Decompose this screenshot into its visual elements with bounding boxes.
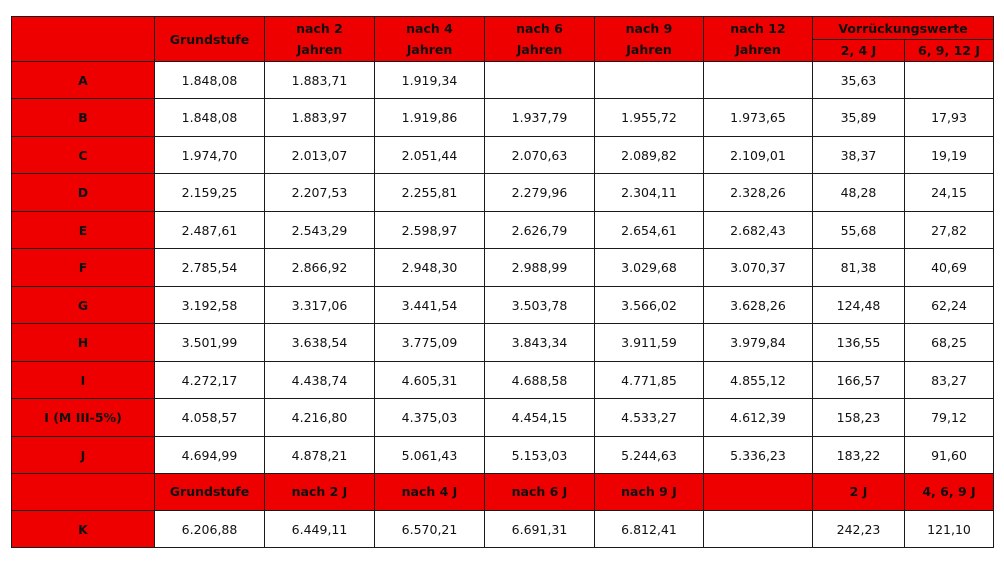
table-cell: 121,10	[905, 511, 994, 548]
subheader-cell: 4, 6, 9 J	[905, 474, 994, 511]
table-cell: 2.279,96	[485, 174, 595, 212]
table-cell: 2.682,43	[704, 212, 813, 249]
table-cell: 2.543,29	[265, 212, 375, 249]
table-row	[12, 212, 994, 249]
table-cell: 35,89	[813, 99, 905, 137]
table-cell: 1.883,97	[265, 99, 375, 137]
table-cell: 4.612,39	[704, 399, 813, 437]
table-cell: 6.812,41	[595, 511, 704, 548]
table-cell: 4.688,58	[485, 362, 595, 399]
subheader-cell	[704, 474, 813, 511]
row-label: A	[12, 62, 155, 99]
table-cell: 4.272,17	[155, 362, 265, 399]
table-cell: 2.255,81	[375, 174, 485, 212]
table-cell: 4.533,27	[595, 399, 704, 437]
row-label: F	[12, 249, 155, 287]
table-row	[12, 174, 994, 212]
table-cell: 1.919,34	[375, 62, 485, 99]
table-cell: 3.029,68	[595, 249, 704, 287]
row-label: G	[12, 287, 155, 324]
table-cell: 2.207,53	[265, 174, 375, 212]
table-cell: 6.691,31	[485, 511, 595, 548]
table-cell: 3.501,99	[155, 324, 265, 362]
table-cell: 4.771,85	[595, 362, 704, 399]
table-cell: 3.317,06	[265, 287, 375, 324]
table-cell: 2.089,82	[595, 137, 704, 174]
header-vw-a: 2, 4 J	[813, 40, 905, 62]
table-cell: 35,63	[813, 62, 905, 99]
table-cell: 5.153,03	[485, 437, 595, 474]
table-cell: 183,22	[813, 437, 905, 474]
table-row	[12, 362, 994, 399]
table-cell: 3.192,58	[155, 287, 265, 324]
table-cell: 79,12	[905, 399, 994, 437]
table-cell: 3.070,37	[704, 249, 813, 287]
table-cell: 2.109,01	[704, 137, 813, 174]
table-cell: 3.979,84	[704, 324, 813, 362]
table-row	[12, 249, 994, 287]
table-cell: 2.159,25	[155, 174, 265, 212]
table-cell: 1.973,65	[704, 99, 813, 137]
table-cell: 166,57	[813, 362, 905, 399]
table-row	[12, 399, 994, 437]
subheader-cell: nach 4 J	[375, 474, 485, 511]
header-vw-b: 6, 9, 12 J	[905, 40, 994, 62]
table-cell: 3.911,59	[595, 324, 704, 362]
table-cell: 2.328,26	[704, 174, 813, 212]
table-row	[12, 99, 994, 137]
table-cell: 3.628,26	[704, 287, 813, 324]
table-cell: 5.336,23	[704, 437, 813, 474]
row-label: I	[12, 362, 155, 399]
table-cell: 4.605,31	[375, 362, 485, 399]
table-cell: 3.503,78	[485, 287, 595, 324]
table-cell: 5.061,43	[375, 437, 485, 474]
table-cell: 2.654,61	[595, 212, 704, 249]
table-cell: 124,48	[813, 287, 905, 324]
table-cell: 81,38	[813, 249, 905, 287]
table-cell: 27,82	[905, 212, 994, 249]
table-cell: 62,24	[905, 287, 994, 324]
table-cell: 55,68	[813, 212, 905, 249]
table-cell: 3.638,54	[265, 324, 375, 362]
table-cell: 1.848,08	[155, 62, 265, 99]
table-cell: 4.694,99	[155, 437, 265, 474]
table-cell: 6.449,11	[265, 511, 375, 548]
table-cell: 2.051,44	[375, 137, 485, 174]
row-label: I (M III-5%)	[12, 399, 155, 437]
subheader-cell: nach 6 J	[485, 474, 595, 511]
table-cell: 3.843,34	[485, 324, 595, 362]
header-vorrueckungswerte: Vorrückungswerte	[813, 17, 994, 40]
row-label: K	[12, 511, 155, 548]
table-cell: 1.955,72	[595, 99, 704, 137]
subheader-cell: nach 2 J	[265, 474, 375, 511]
header-col-12: nach 12 Jahren	[704, 17, 813, 62]
header-corner	[12, 17, 155, 62]
table-cell: 83,27	[905, 362, 994, 399]
subheader-corner	[12, 474, 155, 511]
table-cell: 1.848,08	[155, 99, 265, 137]
table-cell: 4.375,03	[375, 399, 485, 437]
table-cell: 2.487,61	[155, 212, 265, 249]
header-col-6: nach 6 Jahren	[485, 17, 595, 62]
table-cell	[905, 62, 994, 99]
header-col-2: nach 2 Jahren	[265, 17, 375, 62]
table-cell: 38,37	[813, 137, 905, 174]
table-cell: 2.948,30	[375, 249, 485, 287]
table-cell: 48,28	[813, 174, 905, 212]
table-cell: 2.304,11	[595, 174, 704, 212]
table-cell: 19,19	[905, 137, 994, 174]
table-row	[12, 62, 994, 99]
table-cell: 158,23	[813, 399, 905, 437]
subheader-cell: 2 J	[813, 474, 905, 511]
table-cell: 2.070,63	[485, 137, 595, 174]
header-grundstufe: Grundstufe	[155, 17, 265, 62]
subheader-row	[12, 474, 994, 511]
header-row	[12, 17, 994, 40]
table-row	[12, 137, 994, 174]
salary-table	[11, 16, 994, 548]
table-cell: 4.058,57	[155, 399, 265, 437]
table-cell: 24,15	[905, 174, 994, 212]
table-cell: 242,23	[813, 511, 905, 548]
table-cell	[704, 511, 813, 548]
table-cell: 2.785,54	[155, 249, 265, 287]
table-row	[12, 287, 994, 324]
table-cell: 1.974,70	[155, 137, 265, 174]
table-cell: 6.570,21	[375, 511, 485, 548]
table-cell	[595, 62, 704, 99]
table-cell: 4.878,21	[265, 437, 375, 474]
subheader-cell: Grundstufe	[155, 474, 265, 511]
table-cell: 2.598,97	[375, 212, 485, 249]
table-cell: 1.919,86	[375, 99, 485, 137]
table-cell: 6.206,88	[155, 511, 265, 548]
table-row	[12, 324, 994, 362]
table-cell: 2.626,79	[485, 212, 595, 249]
table-cell: 136,55	[813, 324, 905, 362]
table-cell: 91,60	[905, 437, 994, 474]
table-cell: 3.566,02	[595, 287, 704, 324]
table-cell: 68,25	[905, 324, 994, 362]
subheader-cell: nach 9 J	[595, 474, 704, 511]
table-cell	[704, 62, 813, 99]
row-label: H	[12, 324, 155, 362]
table-cell: 4.216,80	[265, 399, 375, 437]
table-cell: 2.866,92	[265, 249, 375, 287]
table-cell	[485, 62, 595, 99]
table-cell: 2.988,99	[485, 249, 595, 287]
row-label: E	[12, 212, 155, 249]
row-label: J	[12, 437, 155, 474]
table-cell: 1.937,79	[485, 99, 595, 137]
table-cell: 17,93	[905, 99, 994, 137]
table-cell: 5.244,63	[595, 437, 704, 474]
table-cell: 40,69	[905, 249, 994, 287]
header-col-4: nach 4 Jahren	[375, 17, 485, 62]
header-col-9: nach 9 Jahren	[595, 17, 704, 62]
row-label: C	[12, 137, 155, 174]
table-cell: 4.438,74	[265, 362, 375, 399]
table-row	[12, 437, 994, 474]
table-cell: 3.441,54	[375, 287, 485, 324]
table-cell: 4.454,15	[485, 399, 595, 437]
table-row	[12, 511, 994, 548]
row-label: B	[12, 99, 155, 137]
table-cell: 2.013,07	[265, 137, 375, 174]
table-cell: 1.883,71	[265, 62, 375, 99]
table-cell: 4.855,12	[704, 362, 813, 399]
row-label: D	[12, 174, 155, 212]
table-cell: 3.775,09	[375, 324, 485, 362]
